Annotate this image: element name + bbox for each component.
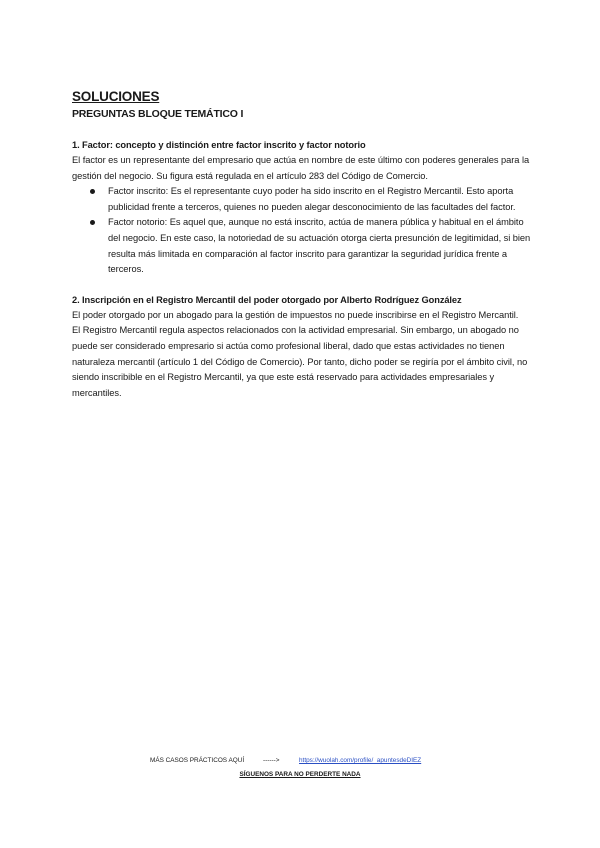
bullet-item-factor-notorio (90, 215, 532, 277)
question-1-title: 1. Factor: concepto y distinción entre factor inscrito y factor notorio (72, 140, 366, 150)
footer-follow-text: SÍGUENOS PARA NO PERDERTE NADA (239, 771, 361, 778)
footer-arrow: ------> (263, 757, 280, 764)
bullet-icon (90, 189, 95, 194)
question-2-paragraph-1: El poder otorgado por un abogado para la gestión de impuestos no puede inscribirse en el Registro Mercantil. (72, 309, 519, 320)
footer-profile-link[interactable]: https://wuolah.com/profile/_apuntesdeDIEZ (299, 757, 422, 764)
bullet-item-factor-inscrito (90, 184, 532, 215)
question-1-paragraph: El factor es un representante del empresario que actúa en nombre de este último con poderes generales para la gestión del negocio. Su figura está regulada en el artículo 283 del Código de Comercio. (72, 155, 530, 181)
question-2 (72, 293, 532, 402)
footer (0, 757, 600, 778)
question-1-bullet-list (90, 184, 532, 278)
question-2-title: 2. Inscripción en el Registro Mercantil del poder otorgado por Alberto Rodríguez González (72, 294, 462, 305)
page-title: SOLUCIONES (72, 89, 160, 104)
bullet-text: Factor inscrito: Es el representante cuyo poder ha sido inscrito en el Registro Mercantil. Esto aporta publicidad frente a terceros, quienes no pueden alegar desconocimiento de las facultades del factor. (108, 186, 516, 212)
question-2-paragraph-2: El Registro Mercantil regula aspectos relacionados con la actividad empresarial. Sin embargo, un abogado no puede ser considerado empresario si actúa como profesional liberal, dado que estas actividades no tienen naturaleza mercantil (artículo 1 del Código de Comercio). Por tanto, dicho poder se regiría por el ámbito civil, no siendo inscribible en el Registro Mercantil, ya que este está reservado para actividades empresariales y mercantiles. (72, 325, 528, 398)
bullet-text: Factor notorio: Es aquel que, aunque no está inscrito, actúa de manera pública y habitual en el ámbito del negocio. En este caso, la notoriedad de su actuación otorga cierta presunción de legitimidad, si bien resulta más limitada en comparación al factor inscrito para garantizar la seguridad jurídica frente a terceros. (108, 217, 531, 275)
document-body (72, 88, 532, 401)
question-1 (72, 138, 532, 278)
bullet-icon (90, 220, 95, 225)
footer-label: MÁS CASOS PRÁCTICOS AQUÍ (150, 757, 245, 764)
page-subtitle: PREGUNTAS BLOQUE TEMÁTICO I (72, 108, 244, 120)
